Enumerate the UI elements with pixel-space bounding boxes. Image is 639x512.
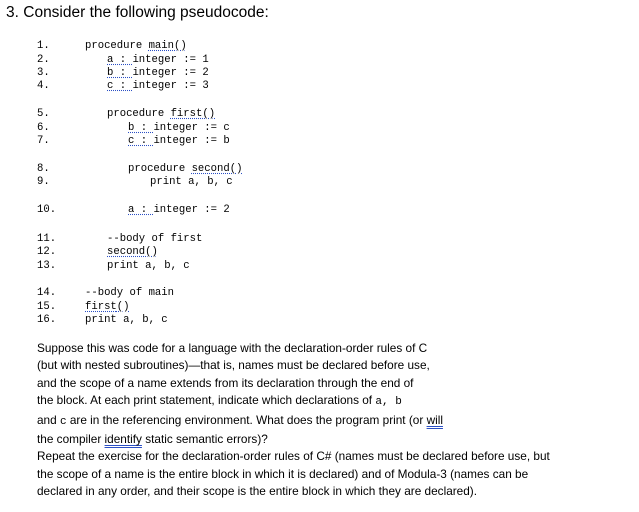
line-number: 16. [37,314,57,326]
code-line: first() [85,301,130,313]
line-number: 14. [37,287,57,299]
code-line: procedure first() [107,108,216,120]
line-number: 11. [37,233,57,245]
code-line: a : integer := 2 [128,204,230,216]
prose-line: and c are in the referencing environment. What does the program print (or will [37,412,443,428]
line-number: 6. [37,122,50,134]
prose-line: Repeat the exercise for the declaration-order rules of C# (names must be declared before use, but [37,449,550,464]
question-body [37,340,635,501]
line-number: 12. [37,246,57,258]
prose-line: (but with nested subroutines)—that is, names must be declared before use, [37,358,430,373]
procedure-name: first [170,108,203,120]
line-number: 15. [37,301,57,313]
code-comment: --body of first [107,233,203,245]
code-line: second() [107,246,158,258]
prose-line: declared in any order, and their scope is the entire block in which they are declared). [37,484,478,499]
code-line: c : integer := 3 [107,80,209,92]
question-heading [6,4,269,22]
code-line: b : integer := 2 [107,67,209,79]
line-number: 13. [37,260,57,272]
prose-line: the block. At each print statement, indicate which declarations of a, b [37,393,402,409]
line-number: 8. [37,163,50,175]
code-comment: --body of main [85,287,175,299]
question-number: 3. [6,4,19,21]
code-line: print a, b, c [150,176,233,188]
prose-line: the scope of a name is the entire block in which it is declared) and of Modula-3 (names can be [37,466,529,481]
code-line: c : integer := b [128,135,230,147]
line-number: 2. [37,54,50,66]
prose-line: Suppose this was code for a language with the declaration-order rules of C [37,341,428,355]
procedure-name: main [148,40,175,52]
prose-line: the compiler identify static semantic errors)? [37,432,268,447]
question-title: Consider the following pseudocode: [23,4,269,21]
code-line: print a, b, c [107,260,190,272]
code-line: procedure second() [128,163,243,175]
spellcheck-word: will [426,412,443,427]
line-number: 1. [37,40,50,52]
prose-line: and the scope of a name extends from its declaration through the end of [37,375,414,390]
spellcheck-word: identify [104,432,142,447]
procedure-name: second [191,163,230,175]
line-number: 4. [37,80,50,92]
line-number: 7. [37,135,50,147]
line-number: 3. [37,67,50,79]
line-number: 10. [37,204,57,216]
code-line: procedure main() [85,40,187,52]
code-line: print a, b, c [85,314,168,326]
line-number: 5. [37,108,50,120]
code-line: a : integer := 1 [107,54,209,66]
line-number: 9. [37,176,50,188]
code-line: b : integer := c [128,122,230,134]
